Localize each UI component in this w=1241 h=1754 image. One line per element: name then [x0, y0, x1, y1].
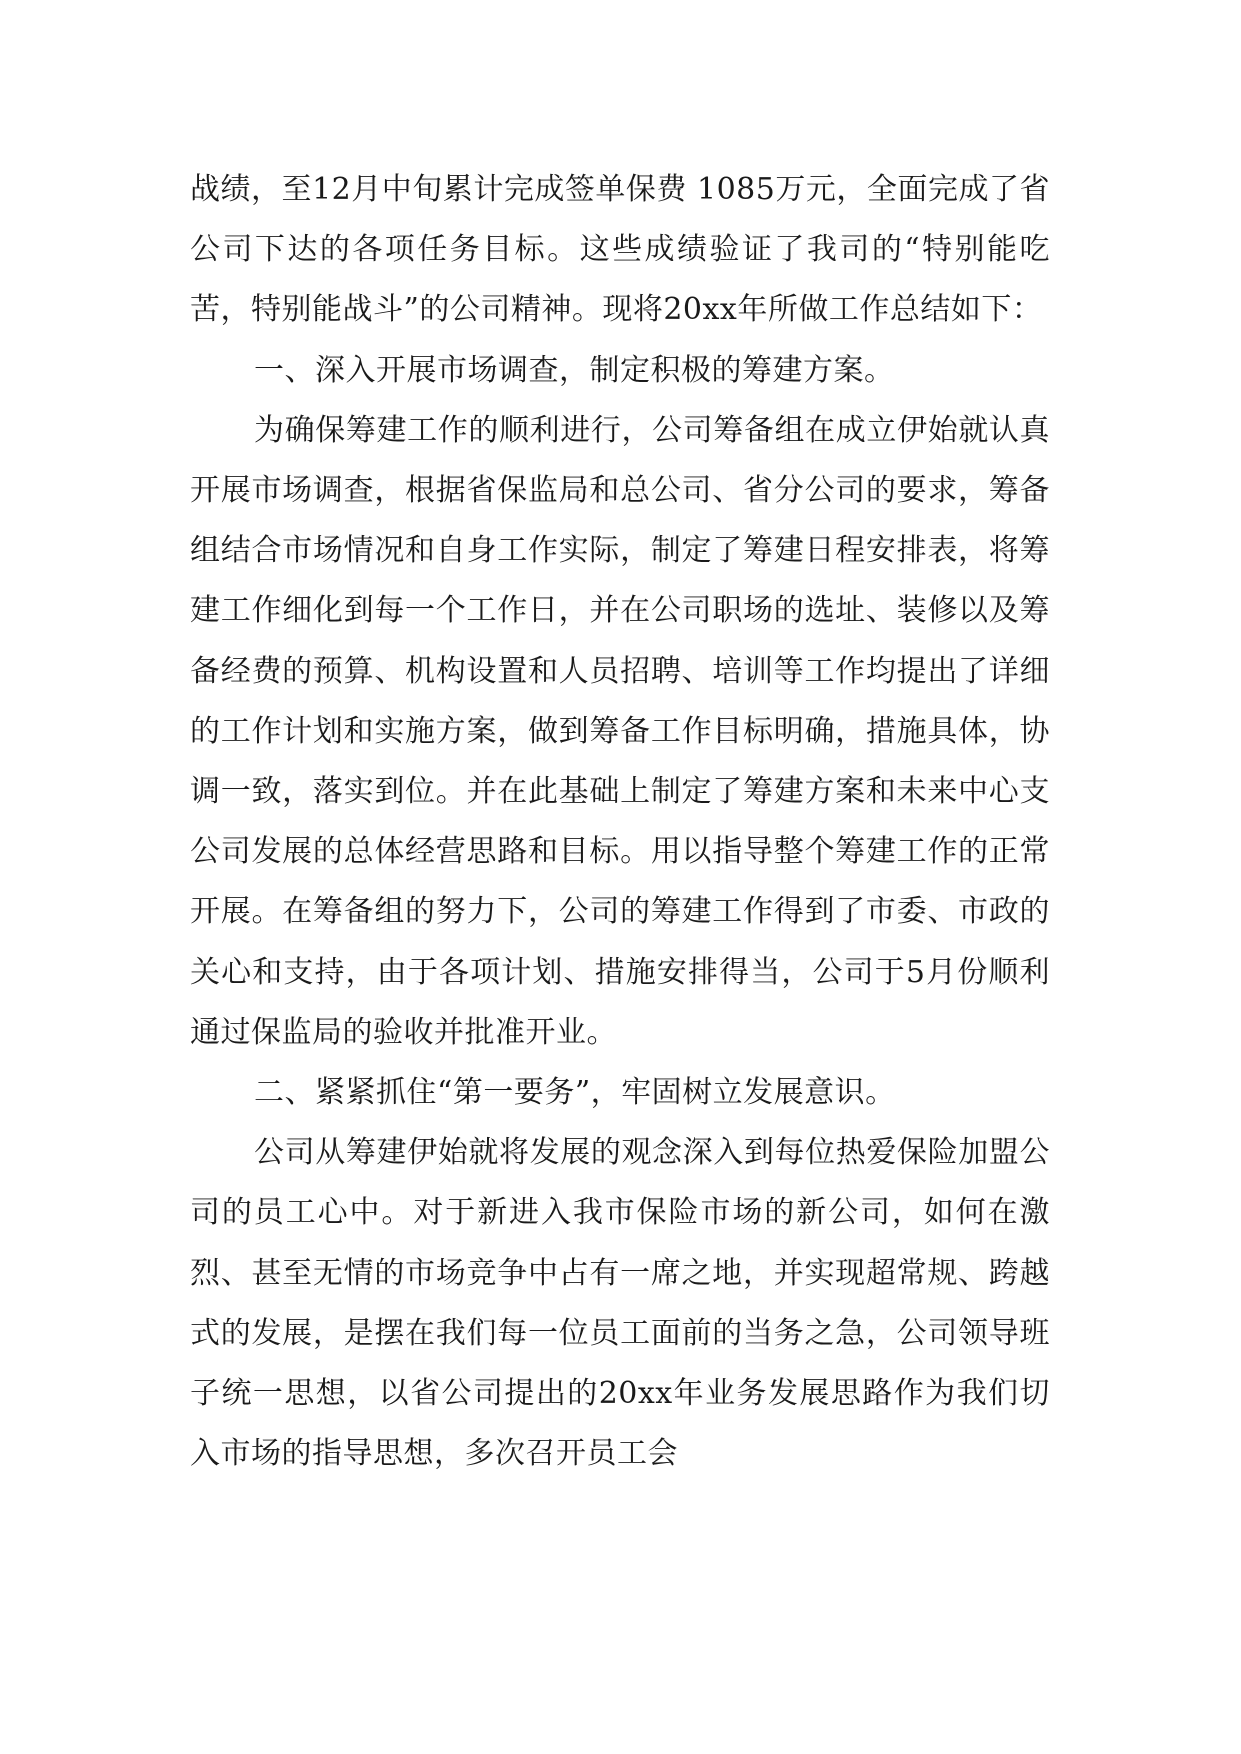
section-heading-2: 二、紧紧抓住“第一要务”，牢固树立发展意识。 — [254, 1075, 896, 1111]
document-body — [190, 160, 1050, 1484]
section-heading-1: 一、深入开展市场调查，制定积极的筹建方案。 — [254, 352, 895, 388]
paragraph-section-1: 为确保筹建工作的顺利进行，公司筹备组在成立伊始就认真开展市场调查，根据省保监局和总公司、省分公司的要求，筹备组结合市场情况和自身工作实际，制定了筹建日程安排表，将筹建工作细化到每一个工作日，并在公司职场的选址、装修以及筹备经费的预算、机构设置和人员招聘、培训等工作均提出了详细的工作计划和实施方案，做到筹备工作目标明确，措施具体，协调一致，落实到位。并在此基础上制定了筹建方案和未来中心支公司发展的总体经营思路和目标。用以指导整个筹建工作的正常开展。在筹备组的努力下，公司的筹建工作得到了市委、市政的关心和支持，由于各项计划、措施安排得当，公司于5月份顺利通过保监局的验收并批准开业。 — [190, 412, 1050, 1050]
paragraph-intro-continuation: 战绩，至12月中旬累计完成签单保费 1085万元，全面完成了省公司下达的各项任务目标。这些成绩验证了我司的“特别能吃苦，特别能战斗”的公司精神。现将20xx年所做工作总结如下： — [190, 172, 1050, 328]
paragraph-section-2: 公司从筹建伊始就将发展的观念深入到每位热爱保险加盟公司的员工心中。对于新进入我市保险市场的新公司，如何在激烈、甚至无情的市场竞争中占有一席之地，并实现超常规、跨越式的发展，是摆在我们每一位员工面前的当务之急，公司领导班子统一思想，以省公司提出的20xx年业务发展思路作为我们切入市场的指导思想，多次召开员工会 — [190, 1135, 1050, 1472]
